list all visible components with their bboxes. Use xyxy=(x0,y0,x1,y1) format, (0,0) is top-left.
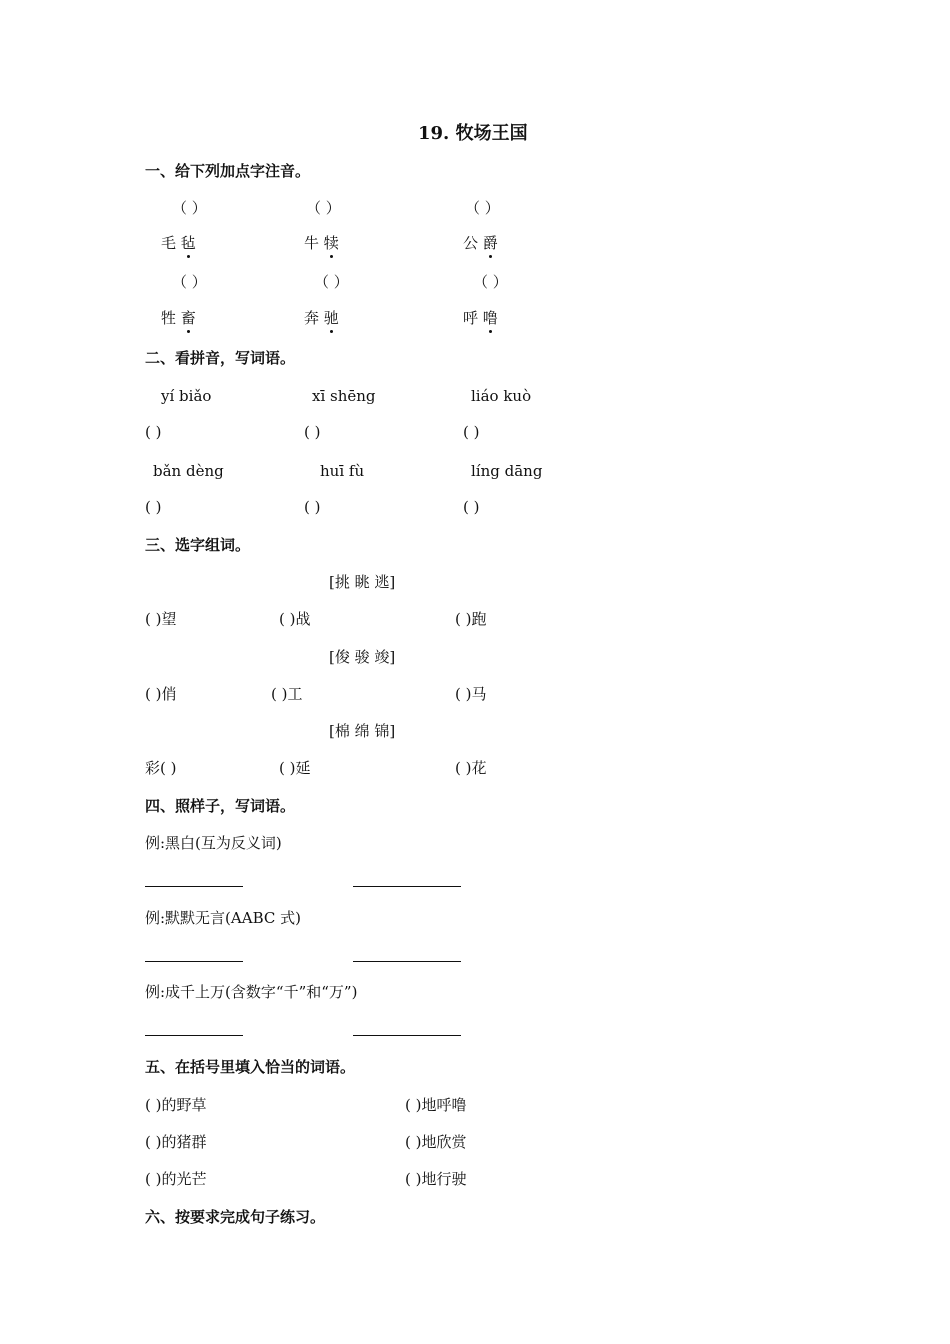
dotted-word: 牛 犊 xyxy=(304,234,339,252)
answer-line[interactable] xyxy=(145,886,243,887)
dotted-word: 呼 噜 xyxy=(463,309,498,327)
dotted-word: 牲 畜 xyxy=(161,309,196,327)
char-choices: [棉 绵 锦] xyxy=(329,722,396,740)
dotted-char: 毡 xyxy=(180,234,196,252)
word-answer-blank[interactable]: ( ) xyxy=(463,498,480,516)
section-4-heading: 四、照样子，写词语。 xyxy=(145,797,296,815)
pinyin-text: yí biǎo xyxy=(161,387,212,405)
fill-char-blank[interactable]: ( )工 xyxy=(271,685,303,703)
example-text: 例:黑白(互为反义词) xyxy=(145,834,282,852)
example-text: 例:默默无言(AABC 式) xyxy=(145,909,301,927)
fill-char-blank[interactable]: ( )战 xyxy=(279,610,311,628)
fill-char-blank[interactable]: ( )跑 xyxy=(455,610,487,628)
char-choices: [挑 眺 逃] xyxy=(329,573,396,591)
fill-char-blank[interactable]: 彩( ) xyxy=(145,759,177,777)
section-1-heading: 一、给下列加点字注音。 xyxy=(145,162,311,180)
pinyin-text: huī fù xyxy=(320,462,365,480)
answer-line[interactable] xyxy=(145,1035,243,1036)
fill-char-blank[interactable]: ( )马 xyxy=(455,685,487,703)
section-2-heading: 二、看拼音，写词语。 xyxy=(145,349,296,367)
pinyin-answer-blank[interactable]: （ ） xyxy=(172,273,207,291)
dotted-word: 奔 驰 xyxy=(304,309,339,327)
word-answer-blank[interactable]: ( ) xyxy=(304,498,321,516)
word-answer-blank[interactable]: ( ) xyxy=(145,423,162,441)
dotted-char: 噜 xyxy=(482,309,498,327)
pinyin-answer-blank[interactable]: （ ） xyxy=(314,273,349,291)
dotted-char: 驰 xyxy=(323,309,339,327)
answer-line[interactable] xyxy=(353,1035,461,1036)
fill-word-blank[interactable]: ( )地呼噜 xyxy=(405,1096,467,1114)
pinyin-answer-blank[interactable]: （ ） xyxy=(172,199,207,217)
section-6-heading: 六、按要求完成句子练习。 xyxy=(145,1208,326,1226)
fill-word-blank[interactable]: ( )的光芒 xyxy=(145,1170,207,1188)
word-answer-blank[interactable]: ( ) xyxy=(463,423,480,441)
fill-word-blank[interactable]: ( )的野草 xyxy=(145,1096,207,1114)
pinyin-text: bǎn dèng xyxy=(153,462,224,480)
answer-line[interactable] xyxy=(353,961,461,962)
fill-char-blank[interactable]: ( )延 xyxy=(279,759,311,777)
fill-char-blank[interactable]: ( )俏 xyxy=(145,685,177,703)
dotted-word: 毛 毡 xyxy=(161,234,196,252)
pinyin-answer-blank[interactable]: （ ） xyxy=(306,199,341,217)
word-answer-blank[interactable]: ( ) xyxy=(304,423,321,441)
fill-word-blank[interactable]: ( )的猪群 xyxy=(145,1133,207,1151)
example-text: 例:成千上万(含数字“千”和“万”) xyxy=(145,983,358,1001)
dotted-char: 畜 xyxy=(180,309,196,327)
fill-word-blank[interactable]: ( )地行驶 xyxy=(405,1170,467,1188)
pinyin-text: liáo kuò xyxy=(471,387,532,405)
char-choices: [俊 骏 竣] xyxy=(329,648,396,666)
dotted-char: 犊 xyxy=(323,234,339,252)
dotted-char: 爵 xyxy=(482,234,498,252)
dotted-word: 公 爵 xyxy=(463,234,498,252)
page-title: 19. 牧场王国 xyxy=(418,123,528,144)
pinyin-answer-blank[interactable]: （ ） xyxy=(465,199,500,217)
fill-char-blank[interactable]: ( )花 xyxy=(455,759,487,777)
section-3-heading: 三、选字组词。 xyxy=(145,536,251,554)
pinyin-answer-blank[interactable]: （ ） xyxy=(473,273,508,291)
fill-char-blank[interactable]: ( )望 xyxy=(145,610,177,628)
answer-line[interactable] xyxy=(145,961,243,962)
pinyin-text: líng dāng xyxy=(471,462,543,480)
answer-line[interactable] xyxy=(353,886,461,887)
pinyin-text: xī shēng xyxy=(312,387,376,405)
word-answer-blank[interactable]: ( ) xyxy=(145,498,162,516)
fill-word-blank[interactable]: ( )地欣赏 xyxy=(405,1133,467,1151)
section-5-heading: 五、在括号里填入恰当的词语。 xyxy=(145,1058,356,1076)
